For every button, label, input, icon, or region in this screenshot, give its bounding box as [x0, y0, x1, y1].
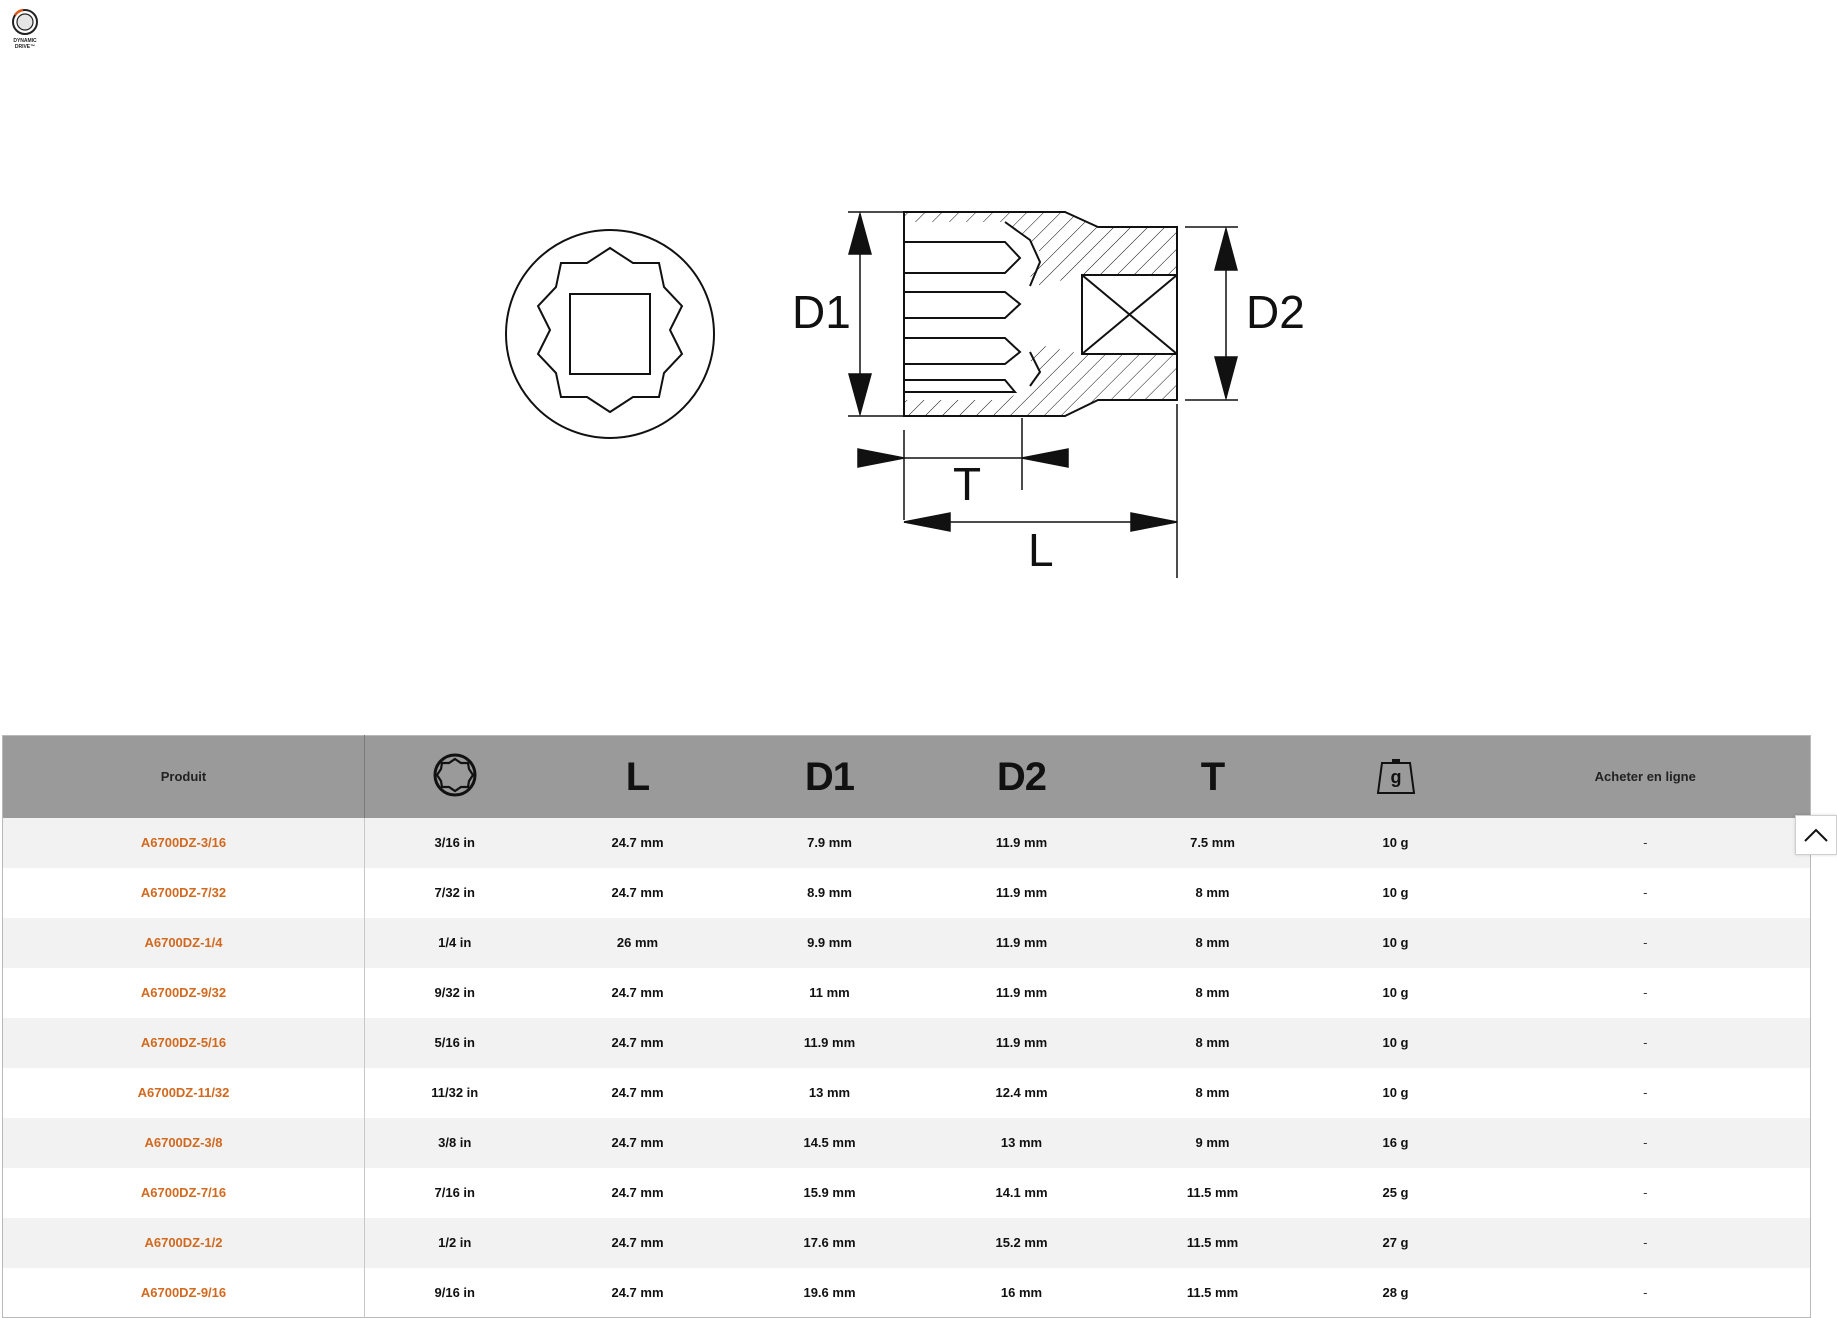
cell-d1: 15.9 mm [803, 1185, 856, 1200]
cell-d2: 16 mm [1000, 1284, 1043, 1300]
table-body [3, 818, 1811, 1318]
header-l [545, 736, 731, 818]
cell-d1: 11 mm [809, 985, 850, 1000]
cell-d1: 19.6 mm [803, 1284, 856, 1300]
header-d2 [929, 736, 1115, 818]
cell-d1: 14.5 mm [803, 1135, 856, 1150]
cell-buy: - [1643, 1235, 1648, 1250]
cell-d1: 9.9 mm [807, 935, 852, 950]
cell-weight: 10 g [1382, 1085, 1409, 1100]
cell-t: 8 mm [1195, 885, 1230, 900]
cell-size: 3/16 in [434, 835, 475, 850]
cell-d2: 11.9 mm [995, 885, 1048, 900]
header-weight [1311, 736, 1481, 818]
product-link[interactable]: A6700DZ-5/16 [3, 1018, 365, 1068]
header-d1-label: D1 [804, 754, 855, 799]
cell-size: 9/32 in [434, 985, 475, 1000]
socket-section-view [792, 212, 1305, 578]
cell-t: 8 mm [1195, 1035, 1230, 1050]
header-d2-label: D2 [996, 754, 1047, 799]
cell-weight: 10 g [1382, 985, 1409, 1000]
chevron-up-icon [1803, 827, 1829, 843]
cell-size: 11/32 in [431, 1085, 479, 1100]
cell-weight: 28 g [1382, 1284, 1409, 1300]
cell-l: 24.7 mm [611, 1085, 664, 1100]
table-row [3, 1268, 1811, 1318]
cell-buy: - [1643, 935, 1648, 950]
cell-l: 24.7 mm [611, 985, 664, 1000]
twelve-point-socket-icon [431, 751, 479, 799]
product-link[interactable]: A6700DZ-1/2 [3, 1218, 365, 1268]
table-header-row [3, 736, 1811, 818]
cell-d1: 17.6 mm [803, 1235, 856, 1250]
weight-unit-label: g [1390, 767, 1401, 788]
cell-d2: 13 mm [1000, 1135, 1043, 1150]
cell-l: 24.7 mm [611, 1035, 664, 1050]
header-l-label: L [625, 754, 650, 799]
cell-d2: 14.1 mm [995, 1185, 1048, 1200]
table-row [3, 918, 1811, 968]
weight-icon [1372, 751, 1420, 799]
cell-size: 5/16 in [434, 1035, 475, 1050]
product-link[interactable]: A6700DZ-7/32 [3, 868, 365, 918]
product-link[interactable]: A6700DZ-1/4 [3, 918, 365, 968]
cell-buy: - [1643, 1284, 1648, 1300]
cell-d1: 13 mm [808, 1085, 851, 1100]
socket-end-view [506, 230, 714, 438]
cell-size: 1/4 in [438, 935, 472, 950]
socket-technical-drawing [0, 0, 1837, 640]
cell-d2: 11.9 mm [995, 835, 1048, 850]
header-size [365, 736, 545, 818]
cell-l: 24.7 mm [611, 885, 664, 900]
header-product: Produit [3, 736, 365, 818]
cell-d1: 7.9 mm [807, 835, 852, 850]
table-row [3, 1218, 1811, 1268]
product-link[interactable]: A6700DZ-9/16 [3, 1268, 365, 1318]
cell-weight: 27 g [1382, 1235, 1409, 1250]
cell-buy: - [1643, 1185, 1648, 1200]
cell-buy: - [1643, 885, 1648, 900]
header-buy: Acheter en ligne [1594, 769, 1696, 785]
cell-buy: - [1643, 1035, 1648, 1050]
cell-weight: 16 g [1382, 1135, 1409, 1150]
cell-t: 11.5 mm [1186, 1185, 1239, 1200]
cell-weight: 25 g [1382, 1185, 1409, 1200]
table-row [3, 1168, 1811, 1218]
header-d1 [731, 736, 929, 818]
logo-text-line2: DRIVE™ [14, 44, 36, 50]
table-row [3, 1118, 1811, 1168]
cell-d2: 15.2 mm [995, 1235, 1048, 1250]
cell-weight: 10 g [1382, 835, 1409, 850]
cell-size: 7/32 in [434, 885, 475, 900]
header-t-label: T [1200, 754, 1225, 799]
product-link[interactable]: A6700DZ-3/16 [3, 818, 365, 868]
label-d1: D1 [792, 286, 851, 338]
table-row [3, 968, 1811, 1018]
table-row [3, 1018, 1811, 1068]
cell-l: 24.7 mm [611, 1235, 664, 1250]
logo-text-line1: DYNAMIC [13, 38, 37, 44]
cell-t: 11.5 mm [1186, 1284, 1239, 1300]
cell-t: 8 mm [1195, 985, 1230, 1000]
cell-size: 1/2 in [438, 1235, 472, 1250]
cell-t: 7.5 mm [1190, 835, 1235, 850]
cell-l: 24.7 mm [611, 835, 664, 850]
cell-t: 8 mm [1195, 935, 1230, 950]
cell-d1: 8.9 mm [807, 885, 852, 900]
square-drive-opening [570, 294, 650, 374]
cell-t: 8 mm [1195, 1085, 1230, 1100]
cell-t: 9 mm [1195, 1135, 1230, 1150]
cell-t: 11.5 mm [1186, 1235, 1239, 1250]
product-link[interactable]: A6700DZ-9/32 [3, 968, 365, 1018]
cell-size: 3/8 in [438, 1135, 472, 1150]
product-link[interactable]: A6700DZ-7/16 [3, 1168, 365, 1218]
cell-d2: 11.9 mm [995, 1035, 1048, 1050]
scroll-to-top-button[interactable] [1795, 815, 1837, 855]
label-l: L [1028, 524, 1054, 576]
header-t [1115, 736, 1311, 818]
cell-weight: 10 g [1382, 885, 1409, 900]
cell-size: 9/16 in [434, 1284, 475, 1300]
product-link[interactable]: A6700DZ-3/8 [3, 1118, 365, 1168]
cell-l: 24.7 mm [611, 1185, 664, 1200]
cell-d2: 12.4 mm [995, 1085, 1048, 1100]
table-row [3, 818, 1811, 868]
cell-buy: - [1643, 1085, 1648, 1100]
cell-weight: 10 g [1382, 1035, 1409, 1050]
cell-size: 7/16 in [434, 1185, 475, 1200]
spec-table-container [2, 735, 1810, 1318]
table-row [3, 868, 1811, 918]
cell-d2: 11.9 mm [995, 985, 1048, 1000]
cell-weight: 10 g [1382, 935, 1409, 950]
label-t: T [953, 458, 982, 510]
cell-l: 24.7 mm [611, 1284, 664, 1300]
cell-buy: - [1643, 985, 1648, 1000]
cell-buy: - [1643, 835, 1648, 850]
product-link[interactable]: A6700DZ-11/32 [3, 1068, 365, 1118]
spec-table [2, 735, 1811, 1318]
table-row [3, 1068, 1811, 1118]
label-d2: D2 [1246, 286, 1305, 338]
cell-l: 24.7 mm [611, 1135, 664, 1150]
cell-d2: 11.9 mm [995, 935, 1048, 950]
cell-buy: - [1643, 1135, 1648, 1150]
cell-d1: 11.9 mm [803, 1035, 856, 1050]
cell-l: 26 mm [616, 935, 659, 950]
